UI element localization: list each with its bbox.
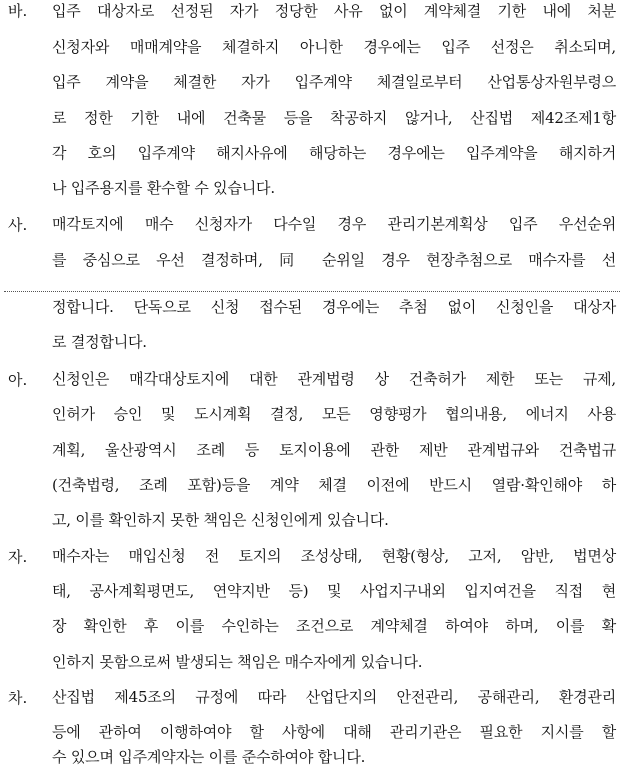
text-line: 산집법 제45조의 규정에 따라 산업단지의 안전관리, 공해관리, 환경관리 [52,688,616,706]
text-line: 로 결정합니다. [52,333,147,351]
text-line: 태, 공사계획평면도, 연약지반 등) 및 사업지구내외 입지여건을 직접 현 [52,582,616,600]
text-line: 정합니다. 단독으로 신청 접수된 경우에는 추첨 없이 신청인을 대상자 [52,298,616,316]
section-marker: 바. [8,2,28,20]
text-line: 로 정한 기한 내에 건축물 등을 착공하지 않거나, 산집법 제42조제1항 [52,109,616,127]
text-line: 각 호의 입주계약 해지사유에 해당하는 경우에는 입주계약을 해지하거 [52,144,616,162]
text-line: 매각토지에 매수 신청자가 다수일 경우 관리기본계획상 입주 우선순위 [52,215,616,233]
text-line: 입주 대상자로 선정된 자가 정당한 사유 없이 계약체결 기한 내에 처분 [52,2,616,20]
text-line: 입주 계약을 체결한 자가 입주계약 체결일로부터 산업통상자원부령으 [52,73,616,91]
text-line: 신청인은 매각대상토지에 대한 관계법령 상 건축허가 제한 또는 규제, [52,370,616,388]
text-line: (건축법령, 조례 포함)등을 계약 체결 이전에 반드시 열람·확인해야 하 [52,476,616,494]
page-break-divider [4,291,620,292]
text-line: 등에 관하여 이행하여야 할 사항에 대해 관리기관은 필요한 지시를 할 [52,723,616,741]
text-line: 인허가 승인 및 도시계획 결정, 모든 영향평가 협의내용, 에너지 사용 [52,405,616,423]
section-marker: 사. [8,216,28,234]
text-line: 장 확인한 후 이를 수인하는 조건으로 계약체결 하여야 하며, 이를 확 [52,617,616,635]
text-line: 계획, 울산광역시 조례 등 토지이용에 관한 제반 관계법규와 건축법규 [52,441,616,459]
section-marker: 자. [8,548,28,566]
section-marker: 아. [8,371,28,389]
text-line: 매수자는 매입신청 전 토지의 조성상태, 현황(형상, 고저, 암반, 법면상 [52,547,616,565]
text-line: 고, 이를 확인하지 못한 책임은 신청인에게 있습니다. [52,511,389,529]
text-line: 수 있으며 입주계약자는 이를 준수하여야 합니다. [52,748,366,766]
text-line: 나 입주용지를 환수할 수 있습니다. [52,179,275,197]
section-marker: 차. [8,689,28,707]
text-line: 신청자와 매매계약을 체결하지 아니한 경우에는 입주 선정은 취소되며, [52,38,616,56]
text-line: 를 중심으로 우선 결정하며, 同 순위일 경우 현장추첨으로 매수자를 선 [52,251,616,269]
text-line: 인하지 못함으로써 발생되는 책임은 매수자에게 있습니다. [52,653,423,671]
